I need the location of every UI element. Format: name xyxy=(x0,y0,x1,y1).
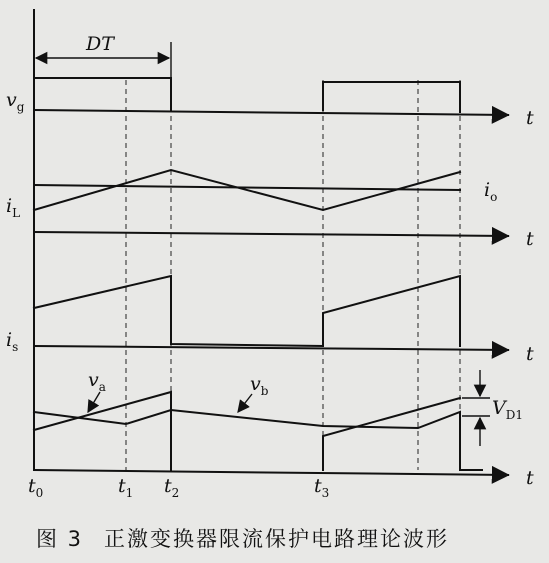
is-waveform-2 xyxy=(323,276,460,346)
va-waveform-2 xyxy=(323,398,460,470)
va-pointer xyxy=(88,392,100,412)
vg-t-label: t xyxy=(526,107,534,129)
dt-label: DT xyxy=(86,33,114,55)
t0-label: $t_0$ xyxy=(28,475,44,500)
is-time-axis xyxy=(34,346,508,350)
is-t-label: t xyxy=(526,343,534,365)
vb-label: $v_b$ xyxy=(250,373,269,398)
t1-label: $t_1$ xyxy=(118,475,134,500)
va-label: $v_a$ xyxy=(88,369,106,394)
figure-caption: 正激变换器限流保护电路理论波形 xyxy=(104,527,449,551)
vg-pulse-2 xyxy=(323,82,460,112)
va-waveform-1 xyxy=(34,392,171,470)
is-waveform-1 xyxy=(34,276,323,346)
t3-label: $t_3$ xyxy=(314,475,330,500)
vg-time-axis xyxy=(34,110,508,115)
vg-pulse-1 xyxy=(34,78,171,110)
il-waveform xyxy=(34,170,460,210)
io-label: $i_o$ xyxy=(484,179,498,204)
vd1-label: $V_{D1}$ xyxy=(492,397,523,422)
is-label: $i_s$ xyxy=(6,329,19,354)
v-t-label: t xyxy=(526,467,534,489)
vb-pointer xyxy=(238,394,252,412)
il-t-label: t xyxy=(526,228,534,250)
vg-label: $v_g$ xyxy=(6,89,25,114)
figure-number: 图 3 xyxy=(36,527,84,551)
v-time-axis xyxy=(34,470,508,475)
il-time-axis xyxy=(34,232,508,236)
il-label: $i_L$ xyxy=(6,195,21,220)
t2-label: $t_2$ xyxy=(164,475,180,500)
vb-waveform xyxy=(34,410,460,470)
